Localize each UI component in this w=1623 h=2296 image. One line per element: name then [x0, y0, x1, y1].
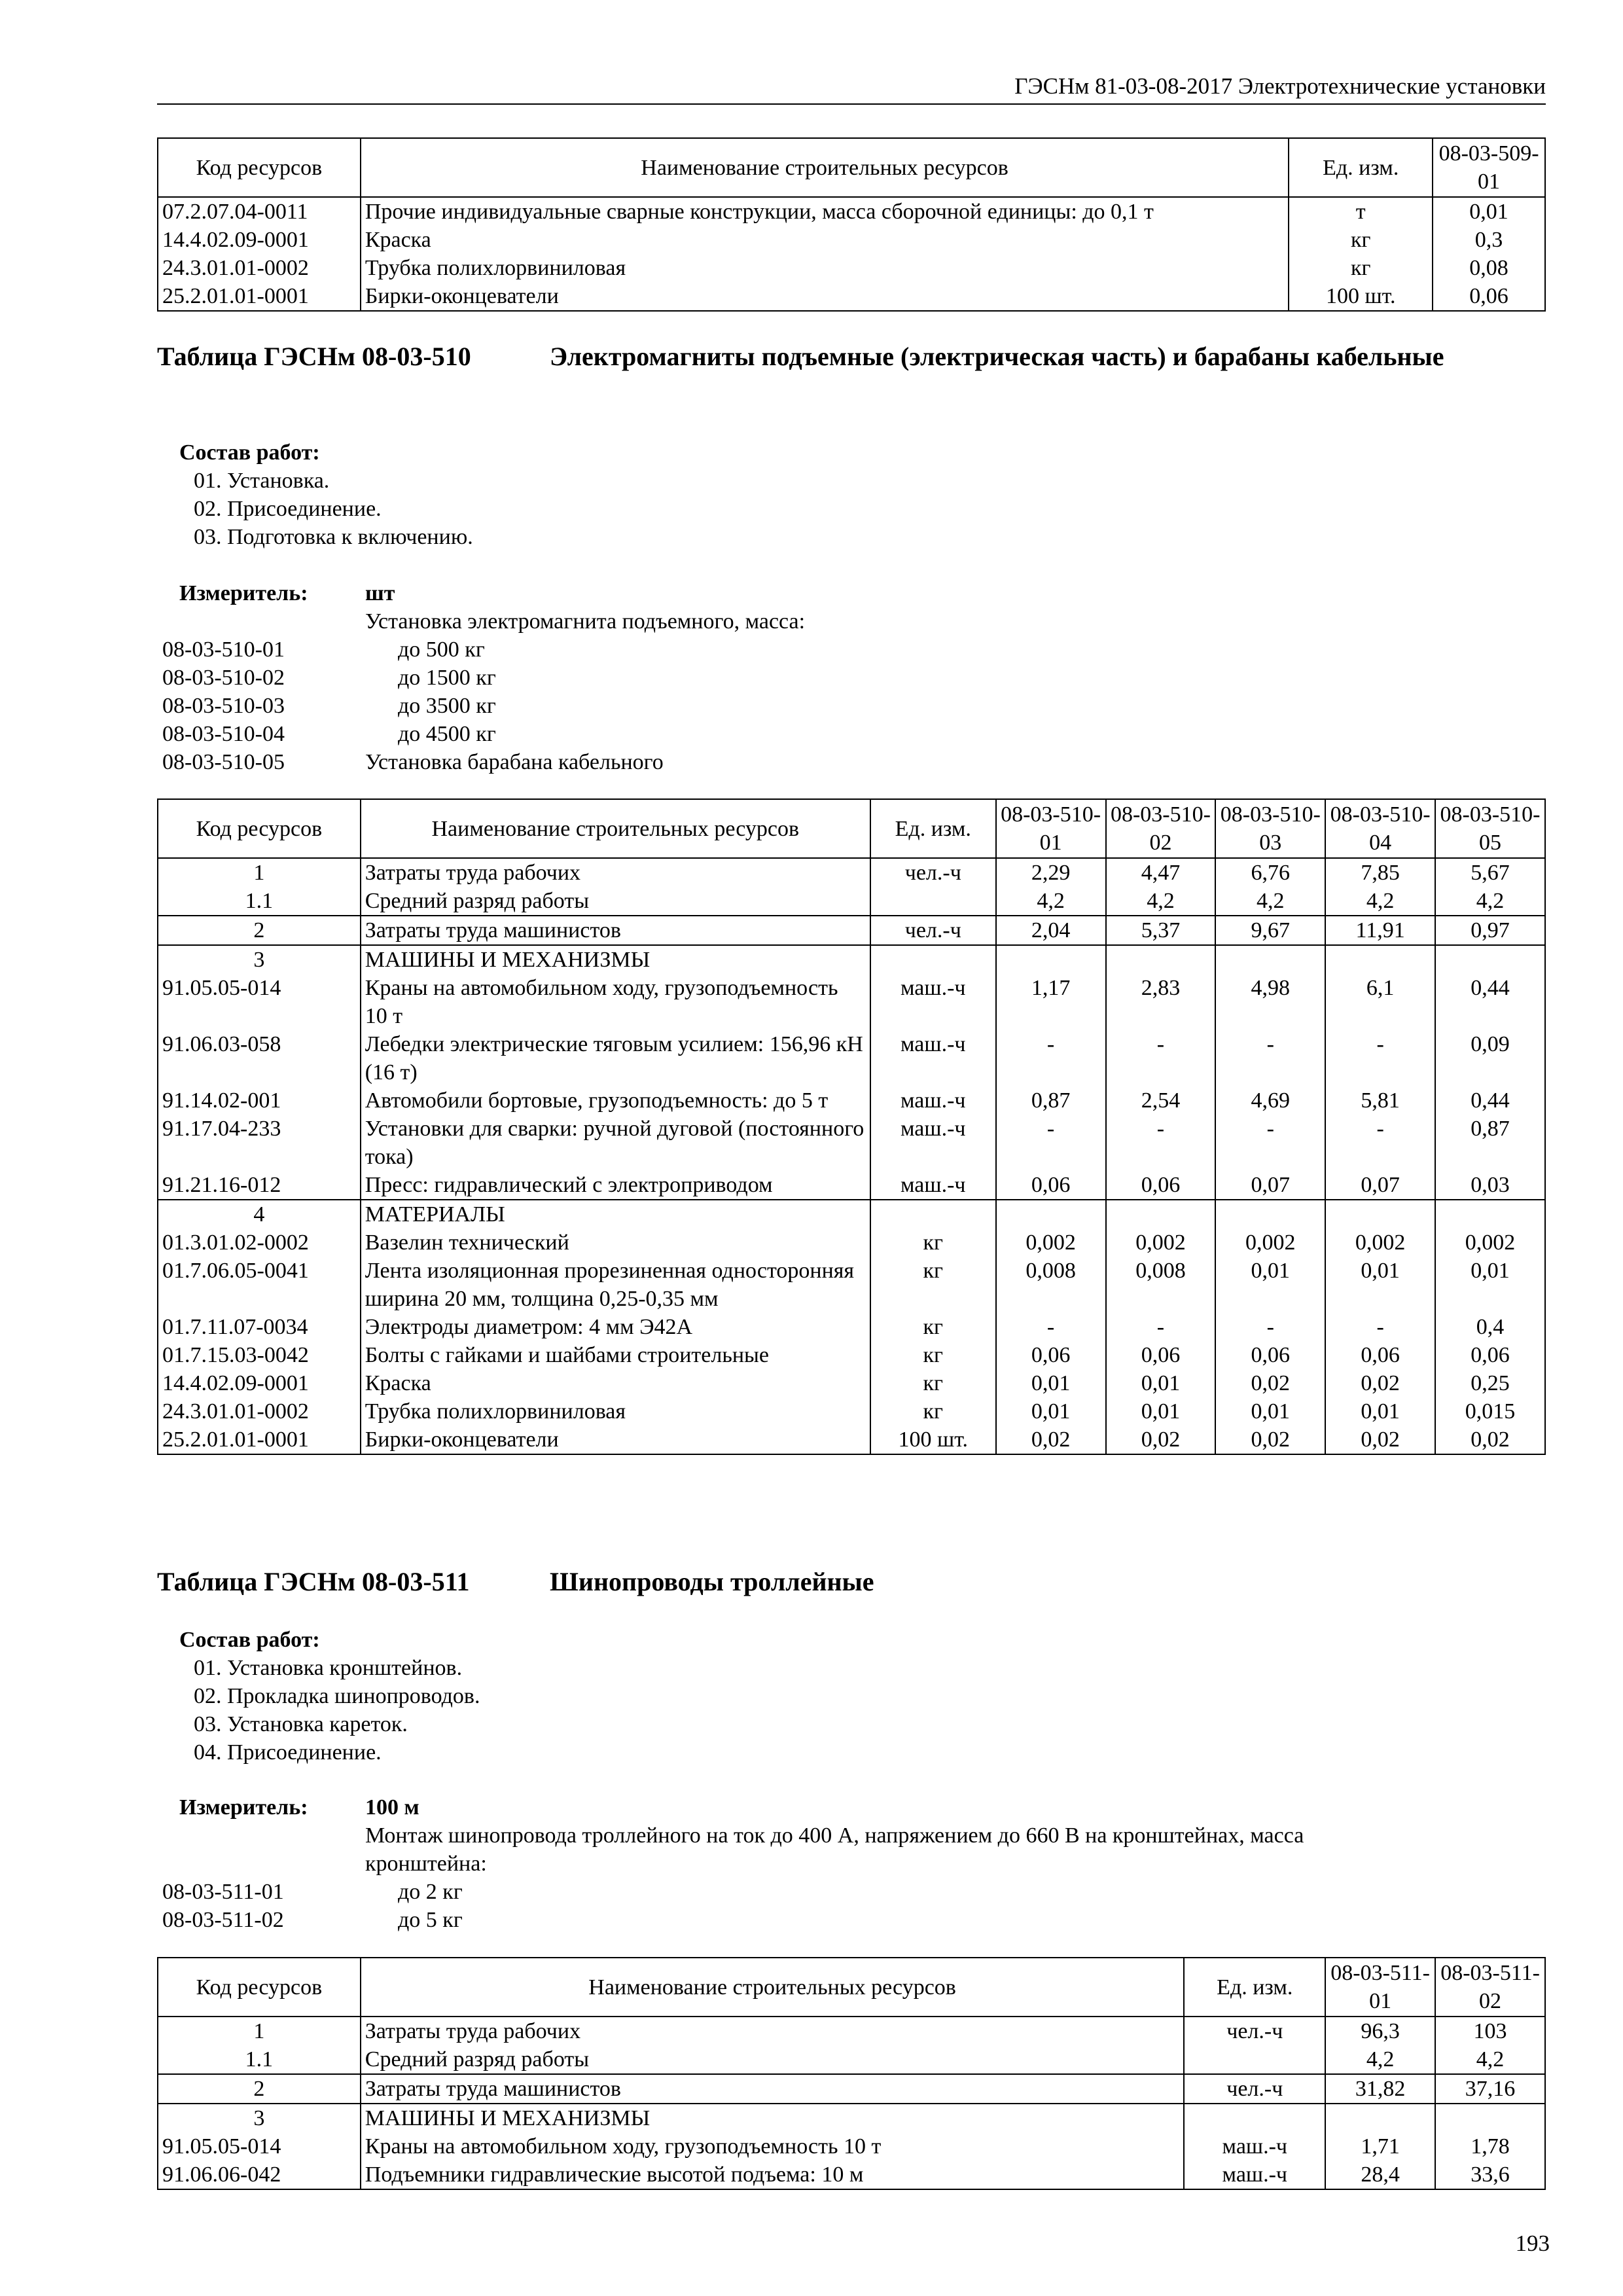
cell-value: 4,47	[1106, 858, 1216, 887]
table-row	[158, 1115, 1545, 1171]
cell-code: 91.21.16-012	[158, 1171, 361, 1200]
cell-code: 91.14.02-001	[158, 1086, 361, 1115]
works-511	[179, 1626, 480, 1767]
table-row	[158, 197, 1545, 226]
cell-value: 1,17	[996, 974, 1106, 1030]
col-header-code: Код ресурсов	[158, 138, 361, 197]
cell-value: 0,002	[1215, 1229, 1325, 1257]
cell-unit	[1184, 2104, 1325, 2132]
cell-value: -	[996, 1313, 1106, 1341]
cell-unit: кг	[870, 1397, 996, 1426]
cell-code: 1	[158, 2017, 361, 2045]
table-row	[158, 282, 1545, 311]
cell-name: Лента изоляционная прорезиненная односторонняя ширина 20 мм, толщина 0,25-0,35 мм	[361, 1257, 870, 1313]
cell-code: 2	[158, 2074, 361, 2104]
table-row	[158, 916, 1545, 945]
work-item: 02. Присоединение.	[194, 497, 382, 521]
col-header-value: 08-03-510-01	[996, 799, 1106, 858]
cell-value	[996, 945, 1106, 974]
work-item: 04. Присоединение.	[194, 1740, 382, 1765]
cell-value: 4,2	[1106, 887, 1216, 916]
table-row	[158, 1313, 1545, 1341]
cell-value: 0,06	[1435, 1341, 1545, 1369]
table-row	[158, 1086, 1545, 1115]
cell-value: 2,04	[996, 916, 1106, 945]
item-text: Установка барабана кабельного	[365, 750, 664, 774]
table-number: Таблица ГЭСНм 08-03-511	[157, 1567, 470, 1596]
section-510-title	[157, 340, 1546, 412]
cell-value: 0,02	[1215, 1369, 1325, 1397]
cell-name: Бирки-оконцеватели	[361, 282, 1289, 311]
table-510	[157, 798, 1546, 1455]
cell-name: Затраты труда рабочих	[361, 2017, 1185, 2045]
table-row	[158, 1341, 1545, 1369]
col-header-value: 08-03-510-04	[1325, 799, 1435, 858]
item-code: 08-03-511-01	[162, 1880, 284, 1904]
cell-unit: кг	[870, 1313, 996, 1341]
cell-value: 0,06	[996, 1171, 1106, 1200]
cell-value: 0,08	[1433, 254, 1545, 282]
cell-value: -	[996, 1115, 1106, 1171]
works-label: Состав работ:	[179, 440, 320, 465]
cell-unit	[1184, 2045, 1325, 2074]
cell-value: 7,85	[1325, 858, 1435, 887]
col-header-value: 08-03-511-02	[1435, 1958, 1545, 2017]
cell-code: 4	[158, 1200, 361, 1229]
cell-value: 4,69	[1215, 1086, 1325, 1115]
cell-value: 0,01	[1325, 1257, 1435, 1313]
cell-code: 01.3.01.02-0002	[158, 1229, 361, 1257]
cell-value: 11,91	[1325, 916, 1435, 945]
cell-value: 4,2	[996, 887, 1106, 916]
item-code: 08-03-510-05	[162, 750, 285, 774]
cell-value: 2,29	[996, 858, 1106, 887]
cell-unit: чел.-ч	[870, 858, 996, 887]
cell-value: 4,2	[1325, 887, 1435, 916]
cell-name: Подъемники гидравлические высотой подъема: 10 м	[361, 2161, 1185, 2189]
cell-value: 1,71	[1325, 2132, 1435, 2161]
cell-value: 0,44	[1435, 1086, 1545, 1115]
cell-value	[1325, 1200, 1435, 1229]
cell-value: 103	[1435, 2017, 1545, 2045]
col-header-value: 08-03-509-01	[1433, 138, 1545, 197]
cell-code: 1	[158, 858, 361, 887]
col-header-name: Наименование строительных ресурсов	[361, 1958, 1185, 2017]
cell-value: 0,06	[1215, 1341, 1325, 1369]
cell-code: 1.1	[158, 2045, 361, 2074]
cell-value: 33,6	[1435, 2161, 1545, 2189]
cell-value: 5,81	[1325, 1086, 1435, 1115]
work-item: 03. Установка кареток.	[194, 1712, 408, 1736]
page-number: 193	[1515, 2231, 1550, 2256]
table-row	[158, 2132, 1545, 2161]
cell-value: 0,01	[996, 1369, 1106, 1397]
cell-unit: т	[1289, 197, 1433, 226]
cell-value: 0,87	[1435, 1115, 1545, 1171]
cell-value: -	[1325, 1115, 1435, 1171]
table-row	[158, 226, 1545, 254]
cell-code: 07.2.07.04-0011	[158, 197, 361, 226]
cell-value	[1215, 1200, 1325, 1229]
cell-unit: маш.-ч	[1184, 2132, 1325, 2161]
table-row	[158, 1426, 1545, 1454]
col-header-name: Наименование строительных ресурсов	[361, 799, 870, 858]
cell-code: 91.17.04-233	[158, 1115, 361, 1171]
cell-value: -	[1106, 1115, 1216, 1171]
cell-value: -	[1215, 1313, 1325, 1341]
cell-name: Лебедки электрические тяговым усилием: 156,96 кН (16 т)	[361, 1030, 870, 1086]
table-row	[158, 945, 1545, 974]
cell-value: 0,01	[1433, 197, 1545, 226]
cell-code: 14.4.02.09-0001	[158, 1369, 361, 1397]
cell-value	[1325, 2104, 1435, 2132]
measure-511	[162, 1793, 1537, 1934]
cell-name: Трубка полихлорвиниловая	[361, 254, 1289, 282]
cell-value: -	[1325, 1313, 1435, 1341]
cell-code: 25.2.01.01-0001	[158, 282, 361, 311]
cell-value: 0,01	[1106, 1397, 1216, 1426]
cell-name: Краска	[361, 226, 1289, 254]
cell-value	[1435, 2104, 1545, 2132]
item-text: до 5 кг	[398, 1908, 463, 1932]
col-header-unit: Ед. изм.	[1289, 138, 1433, 197]
cell-unit: кг	[1289, 254, 1433, 282]
col-header-value: 08-03-510-03	[1215, 799, 1325, 858]
table-row	[158, 1030, 1545, 1086]
cell-value: 0,02	[1325, 1426, 1435, 1454]
item-code: 08-03-510-03	[162, 694, 285, 718]
measure-description: Монтаж шинопровода троллейного на ток до 400 А, напряжением до 660 В на кронштейнах, масса	[365, 1823, 1304, 1848]
measure-label: Измеритель:	[179, 1795, 308, 1820]
table-row	[158, 2017, 1545, 2045]
item-text: до 2 кг	[398, 1880, 463, 1904]
table-row	[158, 1171, 1545, 1200]
cell-value: 0,02	[1215, 1426, 1325, 1454]
cell-code: 01.7.06.05-0041	[158, 1257, 361, 1313]
cell-name: Затраты труда рабочих	[361, 858, 870, 887]
cell-value: 4,2	[1435, 2045, 1545, 2074]
cell-value: 0,02	[996, 1426, 1106, 1454]
cell-value: 0,01	[1215, 1257, 1325, 1313]
measure-label: Измеритель:	[179, 581, 308, 605]
table-row	[158, 2104, 1545, 2132]
measure-description: Установка электромагнита подъемного, масса:	[365, 609, 806, 634]
cell-unit: маш.-ч	[1184, 2161, 1325, 2189]
running-header: ГЭСНм 81-03-08-2017 Электротехнические установки	[157, 73, 1546, 105]
cell-value: 4,2	[1215, 887, 1325, 916]
table-row	[158, 858, 1545, 887]
cell-value: 4,2	[1435, 887, 1545, 916]
cell-name: МАШИНЫ И МЕХАНИЗМЫ	[361, 2104, 1185, 2132]
cell-value: 1,78	[1435, 2132, 1545, 2161]
cell-value	[1106, 1200, 1216, 1229]
table-number: Таблица ГЭСНм 08-03-510	[157, 342, 471, 371]
cell-code: 3	[158, 945, 361, 974]
cell-code: 24.3.01.01-0002	[158, 1397, 361, 1426]
cell-code: 1.1	[158, 887, 361, 916]
measure-description-cont: кронштейна:	[365, 1852, 487, 1876]
cell-code: 2	[158, 916, 361, 945]
cell-value: 96,3	[1325, 2017, 1435, 2045]
cell-value: 0,008	[996, 1257, 1106, 1313]
cell-unit: кг	[870, 1229, 996, 1257]
cell-name: Краны на автомобильном ходу, грузоподъемность 10 т	[361, 974, 870, 1030]
col-header-code: Код ресурсов	[158, 1958, 361, 2017]
cell-value	[1435, 1200, 1545, 1229]
cell-name: Автомобили бортовые, грузоподъемность: до 5 т	[361, 1086, 870, 1115]
cell-value: 0,01	[1106, 1369, 1216, 1397]
cell-code: 25.2.01.01-0001	[158, 1426, 361, 1454]
cell-name: МАШИНЫ И МЕХАНИЗМЫ	[361, 945, 870, 974]
cell-value: -	[1106, 1030, 1216, 1086]
cell-value: 5,67	[1435, 858, 1545, 887]
table-row	[158, 2161, 1545, 2189]
cell-value: 0,4	[1435, 1313, 1545, 1341]
cell-value: -	[1215, 1030, 1325, 1086]
col-header-unit: Ед. изм.	[1184, 1958, 1325, 2017]
cell-value: 0,06	[1325, 1341, 1435, 1369]
cell-value: 6,76	[1215, 858, 1325, 887]
cell-name: Прочие индивидуальные сварные конструкции, масса сборочной единицы: до 0,1 т	[361, 197, 1289, 226]
cell-value	[996, 1200, 1106, 1229]
cell-unit	[870, 1200, 996, 1229]
cell-value: 0,97	[1435, 916, 1545, 945]
table-511-body	[158, 2017, 1545, 2189]
cell-name: МАТЕРИАЛЫ	[361, 1200, 870, 1229]
table-510-body	[158, 858, 1545, 1454]
cell-value: -	[1325, 1030, 1435, 1086]
cell-value: 5,37	[1106, 916, 1216, 945]
cell-name: Пресс: гидравлический с электроприводом	[361, 1171, 870, 1200]
cell-value: 28,4	[1325, 2161, 1435, 2189]
cell-value: 0,25	[1435, 1369, 1545, 1397]
table-row	[158, 1397, 1545, 1426]
cell-name: Средний разряд работы	[361, 887, 870, 916]
cell-value: 0,44	[1435, 974, 1545, 1030]
table-509-continuation	[157, 137, 1546, 312]
measure-510	[162, 579, 1537, 776]
work-item: 01. Установка кронштейнов.	[194, 1656, 463, 1680]
col-header-unit: Ед. изм.	[870, 799, 996, 858]
table-row	[158, 974, 1545, 1030]
cell-value: 0,06	[1106, 1341, 1216, 1369]
cell-unit	[870, 945, 996, 974]
cell-unit: кг	[870, 1341, 996, 1369]
item-text: до 500 кг	[398, 637, 485, 662]
cell-value: 0,002	[1106, 1229, 1216, 1257]
cell-value	[1106, 945, 1216, 974]
works-510	[179, 439, 473, 551]
work-item: 03. Подготовка к включению.	[194, 525, 473, 549]
cell-name: Установки для сварки: ручной дуговой (постоянного тока)	[361, 1115, 870, 1171]
cell-value: 0,01	[1215, 1397, 1325, 1426]
col-header-name: Наименование строительных ресурсов	[361, 138, 1289, 197]
cell-value: 31,82	[1325, 2074, 1435, 2104]
table-row	[158, 2074, 1545, 2104]
cell-value: 0,3	[1433, 226, 1545, 254]
cell-value: 9,67	[1215, 916, 1325, 945]
cell-value: 2,54	[1106, 1086, 1216, 1115]
cell-value: 0,01	[1325, 1397, 1435, 1426]
item-text: до 3500 кг	[398, 694, 496, 718]
works-label: Состав работ:	[179, 1628, 320, 1652]
cell-value: 0,01	[996, 1397, 1106, 1426]
table-title: Электромагниты подъемные (электрическая часть) и барабаны кабельные	[550, 342, 1444, 371]
cell-name: Электроды диаметром: 4 мм Э42А	[361, 1313, 870, 1341]
table-row	[158, 1257, 1545, 1313]
cell-unit	[870, 887, 996, 916]
item-text: до 1500 кг	[398, 666, 496, 690]
cell-unit: 100 шт.	[1289, 282, 1433, 311]
item-code: 08-03-510-02	[162, 666, 285, 690]
cell-value: 4,98	[1215, 974, 1325, 1030]
col-header-value: 08-03-511-01	[1325, 1958, 1435, 2017]
cell-value: 0,87	[996, 1086, 1106, 1115]
item-code: 08-03-511-02	[162, 1908, 284, 1932]
item-code: 08-03-510-01	[162, 637, 285, 662]
cell-value: 0,06	[1106, 1171, 1216, 1200]
cell-code: 01.7.15.03-0042	[158, 1341, 361, 1369]
table-title: Шинопроводы троллейные	[550, 1567, 874, 1596]
cell-code: 91.06.06-042	[158, 2161, 361, 2189]
cell-value: 0,09	[1435, 1030, 1545, 1086]
cell-value: 0,07	[1325, 1171, 1435, 1200]
cell-code: 91.05.05-014	[158, 2132, 361, 2161]
cell-unit: кг	[870, 1257, 996, 1313]
cell-value: 0,015	[1435, 1397, 1545, 1426]
cell-code: 91.05.05-014	[158, 974, 361, 1030]
cell-value	[1215, 945, 1325, 974]
cell-value: 0,002	[996, 1229, 1106, 1257]
cell-name: Затраты труда машинистов	[361, 916, 870, 945]
cell-unit: маш.-ч	[870, 1086, 996, 1115]
col-header-value: 08-03-510-02	[1106, 799, 1216, 858]
cell-code: 3	[158, 2104, 361, 2132]
cell-unit: чел.-ч	[1184, 2074, 1325, 2104]
cell-name: Трубка полихлорвиниловая	[361, 1397, 870, 1426]
cell-value: 0,02	[1325, 1369, 1435, 1397]
cell-name: Краска	[361, 1369, 870, 1397]
cell-unit: кг	[1289, 226, 1433, 254]
cell-unit: маш.-ч	[870, 1115, 996, 1171]
cell-value: 0,02	[1435, 1426, 1545, 1454]
cell-code: 14.4.02.09-0001	[158, 226, 361, 254]
cell-name: Вазелин технический	[361, 1229, 870, 1257]
cell-unit: чел.-ч	[1184, 2017, 1325, 2045]
cell-value	[1435, 945, 1545, 974]
cell-unit: кг	[870, 1369, 996, 1397]
cell-value: 0,008	[1106, 1257, 1216, 1313]
item-code: 08-03-510-04	[162, 722, 285, 746]
item-text: до 4500 кг	[398, 722, 496, 746]
cell-unit: чел.-ч	[870, 916, 996, 945]
cell-value: 0,01	[1435, 1257, 1545, 1313]
table-row	[158, 254, 1545, 282]
cell-name: Затраты труда машинистов	[361, 2074, 1185, 2104]
table-511	[157, 1957, 1546, 2190]
cell-name: Бирки-оконцеватели	[361, 1426, 870, 1454]
cell-value: 0,02	[1106, 1426, 1216, 1454]
cell-value: 4,2	[1325, 2045, 1435, 2074]
cell-code: 91.06.03-058	[158, 1030, 361, 1086]
cell-name: Средний разряд работы	[361, 2045, 1185, 2074]
cell-value: 0,06	[996, 1341, 1106, 1369]
cell-unit: маш.-ч	[870, 1171, 996, 1200]
cell-unit: маш.-ч	[870, 974, 996, 1030]
cell-value: 0,03	[1435, 1171, 1545, 1200]
cell-value: 37,16	[1435, 2074, 1545, 2104]
measure-unit: 100 м	[365, 1795, 419, 1820]
cell-code: 01.7.11.07-0034	[158, 1313, 361, 1341]
cell-value: -	[1215, 1115, 1325, 1171]
work-item: 01. Установка.	[194, 469, 330, 493]
cell-value: -	[996, 1030, 1106, 1086]
measure-unit: шт	[365, 581, 395, 605]
cell-value: 0,06	[1433, 282, 1545, 311]
work-item: 02. Прокладка шинопроводов.	[194, 1684, 480, 1708]
cell-value: -	[1106, 1313, 1216, 1341]
cell-value: 2,83	[1106, 974, 1216, 1030]
cell-value: 6,1	[1325, 974, 1435, 1030]
table-row	[158, 1229, 1545, 1257]
section-511-title	[157, 1566, 1546, 1605]
cell-value	[1325, 945, 1435, 974]
cell-value: 0,002	[1435, 1229, 1545, 1257]
cell-unit: маш.-ч	[870, 1030, 996, 1086]
cell-name: Краны на автомобильном ходу, грузоподъемность 10 т	[361, 2132, 1185, 2161]
col-header-code: Код ресурсов	[158, 799, 361, 858]
table-row	[158, 1200, 1545, 1229]
cell-name: Болты с гайками и шайбами строительные	[361, 1341, 870, 1369]
cell-value: 0,07	[1215, 1171, 1325, 1200]
table-row	[158, 1369, 1545, 1397]
cell-unit: 100 шт.	[870, 1426, 996, 1454]
cell-value: 0,002	[1325, 1229, 1435, 1257]
cell-code: 24.3.01.01-0002	[158, 254, 361, 282]
col-header-value: 08-03-510-05	[1435, 799, 1545, 858]
table-row	[158, 2045, 1545, 2074]
table-row	[158, 887, 1545, 916]
